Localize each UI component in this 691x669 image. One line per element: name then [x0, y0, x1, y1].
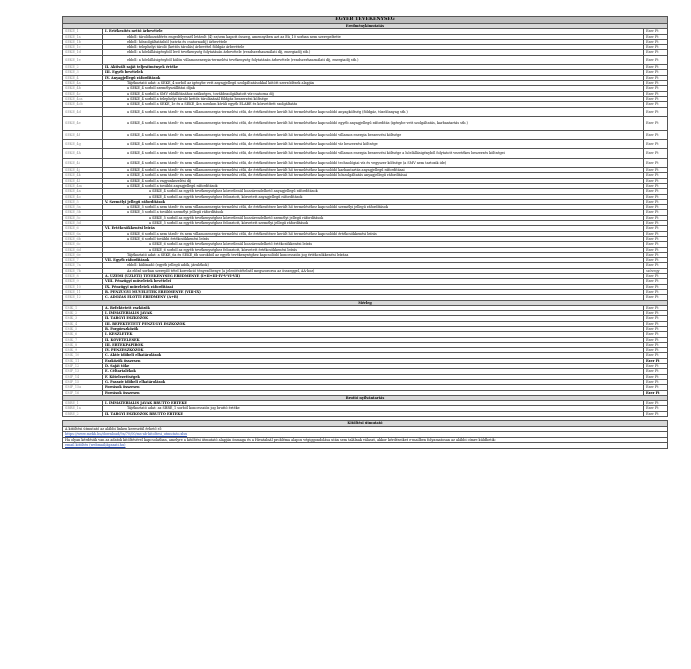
row-code: SEKE_6a [63, 231, 103, 236]
row-description: Az előző sorban szereplő tétel korrekció tényezőbenye (a jelentéstételnél megszorozva az összeggel, ∆A-hoz) [103, 268, 644, 273]
table-row [63, 149, 668, 158]
row-unit[interactable]: Ezer Ft [643, 75, 667, 80]
row-description: a SEKE_4 sorból a nem tárolt- és nem villamosenergia-termelési célú, de értékesítésre került hő termeléséhez kapcsolódó villamos energia beszerzési költsége a hőelállásigényből folytatott vezetékes beszerzés költségei [103, 149, 644, 158]
row-code: SEKE_6d [63, 247, 103, 252]
row-unit[interactable]: Ezer Ft [643, 316, 667, 321]
row-code: SEKE_10 [63, 284, 103, 289]
row-unit[interactable]: Ezer Ft [643, 39, 667, 44]
sheet-title-row [63, 17, 668, 24]
spreadsheet [62, 16, 668, 449]
row-unit[interactable]: Ezer Ft [643, 96, 667, 101]
row-description: F. Kötelezettségek [103, 374, 644, 379]
row-code: SEKE_4c [63, 91, 103, 96]
row-code: SMK_10 [63, 353, 103, 358]
row-unit[interactable]: Ezer Ft [643, 305, 667, 310]
row-unit[interactable]: Ezer Ft [643, 139, 667, 148]
row-code: SEKE_5b [63, 210, 103, 215]
row-description: a SEKE_5 sorból az egyéb tevékenységhez felosztott, közvetett személyi jellegű ráfordítások [103, 221, 644, 226]
row-description: III. BEFEKTETETT PÉNZÜGYI ESZKÖZÖK [103, 321, 644, 326]
table-row [63, 116, 668, 130]
row-unit[interactable]: Ezer Ft [643, 183, 667, 188]
row-unit[interactable]: Ezer Ft [643, 168, 667, 173]
row-description: C. ADÓZÁS ELŐTTI EREDMÉNY (A+B) [103, 295, 644, 300]
row-description: III. ÉRTÉKPAPÍROK [103, 342, 644, 347]
row-unit[interactable]: Ezer Ft [643, 102, 667, 107]
row-code: SEKE_5a [63, 205, 103, 210]
row-unit[interactable]: Ezer Ft [643, 406, 667, 411]
row-code: SEKE_7 [63, 258, 103, 263]
section-header: Eredménykimutatás [63, 24, 668, 29]
row-code: SEKE_4e [63, 116, 103, 130]
row-description: I. KÉSZLETEK [103, 332, 644, 337]
row-description: a SEKE_4 sorból az egyéb tevékenységhez felosztott, közvetett anyagjellegű ráfordítások [103, 194, 644, 199]
table-row [63, 139, 668, 148]
row-code: SMK_4 [63, 321, 103, 326]
row-description: a SEKE_4 sorból a nem tárolt- és nem villamosenergia-termelési célú, de értékesítésre került hő termeléséhez kapcsolódó villamos energia beszerzési költsége [103, 130, 644, 139]
row-code: SEKE_12 [63, 295, 103, 300]
row-unit[interactable]: Ezer Ft [643, 252, 667, 257]
row-description: IV. PÉNZESZKÖZÖK [103, 348, 644, 353]
row-code: SEKE_5d [63, 221, 103, 226]
row-description: IX. Pénzügyi műveletek ráfordításai [103, 284, 644, 289]
row-code: SEKE_2 [63, 65, 103, 70]
row-description: I. Értékesítés nettó árbevétele [103, 29, 644, 34]
row-unit[interactable]: Ezer Ft [643, 65, 667, 70]
row-unit[interactable]: Ezer Ft [643, 236, 667, 241]
row-unit[interactable]: Ezer Ft [643, 274, 667, 279]
row-description: C. Aktív időbeli elhatárolások [103, 353, 644, 358]
row-code: SEKE_1b [63, 39, 103, 44]
row-code: SMK_7 [63, 337, 103, 342]
row-unit[interactable]: Ezer Ft [643, 263, 667, 268]
row-description: II. KÖVETELÉSEK [103, 337, 644, 342]
row-code: SEKE_4ca [63, 96, 103, 101]
row-unit[interactable]: Ezer Ft [643, 116, 667, 130]
row-code: SEKE_5 [63, 199, 103, 204]
row-code: SEKE_11 [63, 289, 103, 294]
row-description: Tájékoztató adat: az SBRE_1 sorból koncessziós jog bruttó értéke [103, 406, 644, 411]
row-unit[interactable]: Ezer Ft [643, 247, 667, 252]
sheet-title: EGYÉB TEVÉKENYSÉG [63, 17, 668, 24]
row-description: ebből: tárolóhozzáférés engedélyesnél letárolt (4) sz/sem kapott összeg, amennyiben azt az Eü_10 sorban nem szerepeltette [103, 34, 644, 39]
row-code: SEKE_4g [63, 139, 103, 148]
row-unit[interactable]: Ezer Ft [643, 242, 667, 247]
row-description: a SEKE_4 sorból a nem tárolt- és nem villamosenergia-termelési célú, de értékesítésre került hő termeléséhez kapcsolódó karbantartás anyagjellegű ráfordításai [103, 168, 644, 173]
row-code: SEKE_4l [63, 178, 103, 183]
row-description: a SEKE_6 sorból az egyéb tevékenységhez közvetlenül hozzárendelhető értékcsökkenési leírás [103, 242, 644, 247]
row-code: SMK_5 [63, 327, 103, 332]
row-unit[interactable]: Ezer Ft [643, 289, 667, 294]
row-unit[interactable]: Ezer Ft [643, 374, 667, 379]
row-description: A. Befektetett eszközök [103, 305, 644, 310]
row-code: SEKE_4n [63, 189, 103, 194]
row-description: a SEKE_4 sorból az egyéb tevékenységhez közvetlenül hozzárendelhető anyagjellegű ráfordítások [103, 189, 644, 194]
row-code: SEKE_7b [63, 268, 103, 273]
row-description: II. TÁRGYI ESZKÖZÖK BRUTTÓ ÉRTÉKE [103, 411, 644, 416]
row-code: SMF_15a [63, 385, 103, 390]
row-unit[interactable]: Ezer Ft [643, 385, 667, 390]
row-code: SEKE_6c [63, 242, 103, 247]
row-code: SEKE_4cb [63, 102, 103, 107]
row-description: E. Céltartalékok [103, 369, 644, 374]
row-code: SEKE_4b [63, 86, 103, 91]
row-description: I. IMMATERIÁLIS JAVAK BRUTTÓ ÉRTÉKE [103, 401, 644, 406]
row-code: SEKE_4d [63, 107, 103, 116]
row-unit[interactable]: Ezer Ft [643, 411, 667, 416]
row-code: SMK_3 [63, 316, 103, 321]
row-unit[interactable]: Ezer Ft [643, 342, 667, 347]
row-unit[interactable]: Ezer Ft [643, 284, 667, 289]
row-code: SEKE_9 [63, 279, 103, 284]
row-unit[interactable]: Ezer Ft [643, 70, 667, 75]
row-unit[interactable]: Ezer Ft [643, 173, 667, 178]
row-description: IV. Anyagjellegű ráfordítások [103, 75, 644, 80]
row-unit[interactable]: Ezer Ft [643, 194, 667, 199]
row-code: SMK_11 [63, 358, 103, 363]
row-code: SBRE_1a [63, 406, 103, 411]
row-description: Eszközök összesen [103, 358, 644, 363]
row-unit[interactable]: Ezer Ft [643, 379, 667, 384]
row-code: SEKE_1 [63, 29, 103, 34]
notes-line-1: A kitöltési útmutató az alábbi linken keresztül érhető el: [63, 426, 668, 432]
row-unit[interactable]: Ezer Ft [643, 91, 667, 96]
row-unit[interactable]: Ezer Ft [643, 295, 667, 300]
email-link[interactable]: email kitöltés (webmail/ágazati.hu) [63, 443, 668, 449]
row-code: SEKE_4o [63, 194, 103, 199]
row-description: B. Forgóeszközök [103, 327, 644, 332]
row-code: SEKE_4k [63, 173, 103, 178]
row-unit[interactable]: Ezer Ft [643, 86, 667, 91]
row-description: a SEKE_4 sorból a nem tárolt- és nem villamosenergia-termelési célú, de értékesítésre került hő termeléséhez kapcsolódó hőszolgáltatás anyagjellegű ráfordításai [103, 173, 644, 178]
row-description: VII. Egyéb ráfordítások [103, 258, 644, 263]
notes-header: Kitöltési útmutató [63, 421, 668, 427]
row-description: a SEKE_6 sorból az egyéb tevékenységhez felosztott, közvetett értékcsökkenési leírás [103, 247, 644, 252]
row-unit[interactable]: Ezer Ft [643, 189, 667, 194]
row-code: SEKE_4f [63, 130, 103, 139]
row-unit[interactable]: Ezer Ft [643, 401, 667, 406]
row-code: SEKE_6b [63, 236, 103, 241]
row-description: a SEKE_4 sorból személyszállítási díjak [103, 86, 644, 91]
row-code: SBRE_1 [63, 401, 103, 406]
row-description: ebből: a hőelállásigényből külön villamosenergia-termelési tevékenység folytatásán árbevétele (rendszerhasználati díj, energiadíj stb.) [103, 55, 644, 64]
section-header: Mérleg [63, 300, 668, 305]
row-unit[interactable]: Ezer Ft [643, 55, 667, 64]
row-code: SEKE_4j [63, 168, 103, 173]
table-row [63, 158, 668, 167]
row-unit[interactable]: Ezer Ft [643, 178, 667, 183]
row-code: SBRE_2 [63, 411, 103, 416]
row-unit[interactable]: Ezer Ft [643, 149, 667, 158]
row-code: SEKE_1c [63, 45, 103, 50]
table-row [63, 411, 668, 416]
row-code: SEKE_6e [63, 252, 103, 257]
instructions-link[interactable]: https://www.mekh.hu/download/9a/70/00/ms-ab-kitoltesi_utmutato.xlsx [63, 432, 668, 438]
row-unit[interactable]: Ezer Ft [643, 348, 667, 353]
row-description: a SEKE_4 sorból a telephelyi tároló kettős tárolásánál földgáz beszerzési költsége [103, 96, 644, 101]
row-code: SMK_1 [63, 305, 103, 310]
row-code: SEKE_1e [63, 55, 103, 64]
row-description: ebből: különadó (egyéb jellegű adók, járulékok) [103, 263, 644, 268]
row-description: a SEKE_4 sorból a SEKE_1e és a SEKE_4cs sorokon kívüli egyéb ELÁBÉ és közvetített szolgáltatás [103, 102, 644, 107]
row-unit[interactable]: Ezer Ft [643, 258, 667, 263]
row-description: VI. Értékcsökkenési leírás [103, 226, 644, 231]
row-unit[interactable]: Ezer Ft [643, 332, 667, 337]
row-description: A. ÜZEMI (ÜZLETI) TEVÉKENYSÉG EREDMÉNYE (I+II+III-IV-V-VI-VII) [103, 274, 644, 279]
table-row [63, 55, 668, 64]
row-unit[interactable]: Ezer Ft [643, 205, 667, 210]
row-code: SEKE_1a [63, 34, 103, 39]
row-code: SMF_13 [63, 369, 103, 374]
row-code: SEKE_6 [63, 226, 103, 231]
row-description: Tájékoztató adat: a SEKE_6a és SEKE_6b sorokból az egyéb tevékenységhez kapcsolódó koncessziós jog értékcsökkenési leírása [103, 252, 644, 257]
row-unit[interactable]: szövegy [643, 268, 667, 273]
row-code: SMK_2 [63, 311, 103, 316]
notes-line-2: Ha olyan kérdésük van az adatok kitöltésével kapcsolatban, amelyre a kitöltési útmutató alapján önmaga és a Hivatalnál probléma alapos végiggondolása után sem találnak választ, akkor kérdéseiket e-mailben folyamatosan az alábbi címre küldhetik: [63, 437, 668, 443]
row-unit[interactable]: Ezer Ft [643, 199, 667, 204]
row-unit[interactable]: Ezer Ft [643, 221, 667, 226]
table-row [63, 107, 668, 116]
row-description: Tájékoztató adat: a SEKE_4 sorból az igénybe vett anyagjellegű szolgáltatásokkal kötött szerződések alapján [103, 81, 644, 86]
row-code: SMF_16 [63, 390, 103, 395]
section-header: Bruttó nyilvántartás [63, 395, 668, 400]
row-description: a SEKE_6 sorból a nem tárolt- és nem villamosenergia-termelési célú, de értékesítésre került hő termeléséhez kapcsolódó értékcsökkenési leírás [103, 231, 644, 236]
row-unit[interactable]: Ezer Ft [643, 45, 667, 50]
row-description: a SEKE_4 sorból a nem tárolt- és nem villamosenergia-termelési célú, de értékesítésre került hő termeléséhez kapcsolódó egyéb anyagjellegű ráfordítás (igénybe vett szolgáltatás, karbantartás stb.) [103, 116, 644, 130]
row-code: SEKE_3 [63, 70, 103, 75]
row-unit[interactable]: Ezer Ft [643, 34, 667, 39]
row-description: a SEKE_5 sorból a további személyi jellegű ráfordítások [103, 210, 644, 215]
row-unit[interactable]: Ezer Ft [643, 130, 667, 139]
row-code: SMF_15 [63, 379, 103, 384]
row-description: I. IMMATERIÁLIS JAVAK [103, 311, 644, 316]
row-unit[interactable]: Ezer Ft [643, 337, 667, 342]
row-unit[interactable]: Ezer Ft [643, 279, 667, 284]
row-unit[interactable]: Ezer Ft [643, 358, 667, 363]
row-description: D. Saját tőke [103, 364, 644, 369]
row-description: a SEKE_4 sorból a vagyonkezelési díj [103, 178, 644, 183]
row-code: SMK_9 [63, 348, 103, 353]
row-code: SEKE_4i [63, 158, 103, 167]
table-row [63, 130, 668, 139]
row-code: SEKE_8 [63, 274, 103, 279]
data-table [62, 16, 668, 417]
row-description: a SEKE_5 sorból a nem tárolt- és nem villamosenergia-termelési célú, de értékesítésre került hő termeléséhez kapcsolódó személyi jellegű ráfordítások [103, 205, 644, 210]
row-unit[interactable]: Ezer Ft [643, 29, 667, 34]
row-code: SEKE_4a [63, 81, 103, 86]
row-unit[interactable]: Ezer Ft [643, 321, 667, 326]
row-description: G. Passzív időbeli elhatárolások [103, 379, 644, 384]
row-description: II. Aktivált saját teljesítmények értéke [103, 65, 644, 70]
row-unit[interactable]: Ezer Ft [643, 50, 667, 55]
row-unit[interactable]: Ezer Ft [643, 226, 667, 231]
row-description: a SEKE_4 sorból a SMV előállításához szükséges, továbbszolgáltatott víz-csatorna díj [103, 91, 644, 96]
row-description: ebből: telephelyi tároló (kettős tárolás) árbevétel földgáz árbevétele [103, 45, 644, 50]
row-unit[interactable]: Ezer Ft [643, 81, 667, 86]
row-unit[interactable]: Ezer Ft [643, 327, 667, 332]
row-description: a SEKE_4 sorból a további anyagjellegű ráfordítások [103, 183, 644, 188]
row-description: Források összesen [103, 385, 644, 390]
row-description: a SEKE_4 sorból a nem tárolt- és nem villamosenergia-termelési célú, de értékesítésre került hő termeléséhez kapcsolódó technológiai víz és vegyszer költsége (a SMV nem tartozik ide) [103, 158, 644, 167]
row-description: a SEKE_5 sorból az egyéb tevékenységhez közvetlenül hozzárendelhető személyi jellegű ráfordítások [103, 215, 644, 220]
row-description: a SEKE_4 sorból a nem tárolt- és nem villamosenergia-termelési célú, de értékesítésre került hő termeléséhez kapcsolódó anyagköltség (földgáz, tüzelőanyag stb.) [103, 107, 644, 116]
row-code: SMF_12 [63, 364, 103, 369]
row-code: SEKE_5c [63, 215, 103, 220]
row-code: SEKE_7a [63, 263, 103, 268]
row-unit[interactable]: Ezer Ft [643, 210, 667, 215]
row-code: SMK_6 [63, 332, 103, 337]
row-code: SEKE_4 [63, 75, 103, 80]
row-description: ebből: hőszolgáltatásból (szivás és csatornadíj) árbevétele [103, 39, 644, 44]
row-description: II. TÁRGYI ESZKÖZÖK [103, 316, 644, 321]
row-description: ebből: a hőelállásigényből levő tevékenység folytatásán árbevétele (rendszerhasználati díj, energiadíj stb.) [103, 50, 644, 55]
notes-table [62, 420, 668, 449]
row-unit[interactable]: Ezer Ft [643, 231, 667, 236]
row-description: V. Személyi jellegű ráfordítások [103, 199, 644, 204]
row-description: a SEKE_6 sorból további értékcsökkenési leírás [103, 236, 644, 241]
row-unit[interactable]: Ezer Ft [643, 353, 667, 358]
row-unit[interactable]: Ezer Ft [643, 311, 667, 316]
row-unit[interactable]: Ezer Ft [643, 215, 667, 220]
row-description: VIII. Pénzügyi műveletek bevételei [103, 279, 644, 284]
row-unit[interactable]: Ezer Ft [643, 158, 667, 167]
row-description: III. Egyéb bevételek [103, 70, 644, 75]
row-unit[interactable]: Ezer Ft [643, 369, 667, 374]
row-unit[interactable]: Ezer Ft [643, 364, 667, 369]
row-code: SEKE_4h [63, 149, 103, 158]
row-description: B. PÉNZÜGYI MŰVELETEK EREDMÉNYE (VIII-IX) [103, 289, 644, 294]
row-description: a SEKE_4 sorból a nem tárolt- és nem villamosenergia-termelési célú, de értékesítésre került hő termeléséhez kapcsolódó víz beszerzési költsége [103, 139, 644, 148]
row-unit[interactable]: Ezer Ft [643, 390, 667, 395]
row-unit[interactable]: Ezer Ft [643, 107, 667, 116]
row-code: SEKE_4m [63, 183, 103, 188]
row-code: SMK_8 [63, 342, 103, 347]
row-description: Források összesen [103, 390, 644, 395]
row-code: SMF_14 [63, 374, 103, 379]
row-code: SEKE_1d [63, 50, 103, 55]
